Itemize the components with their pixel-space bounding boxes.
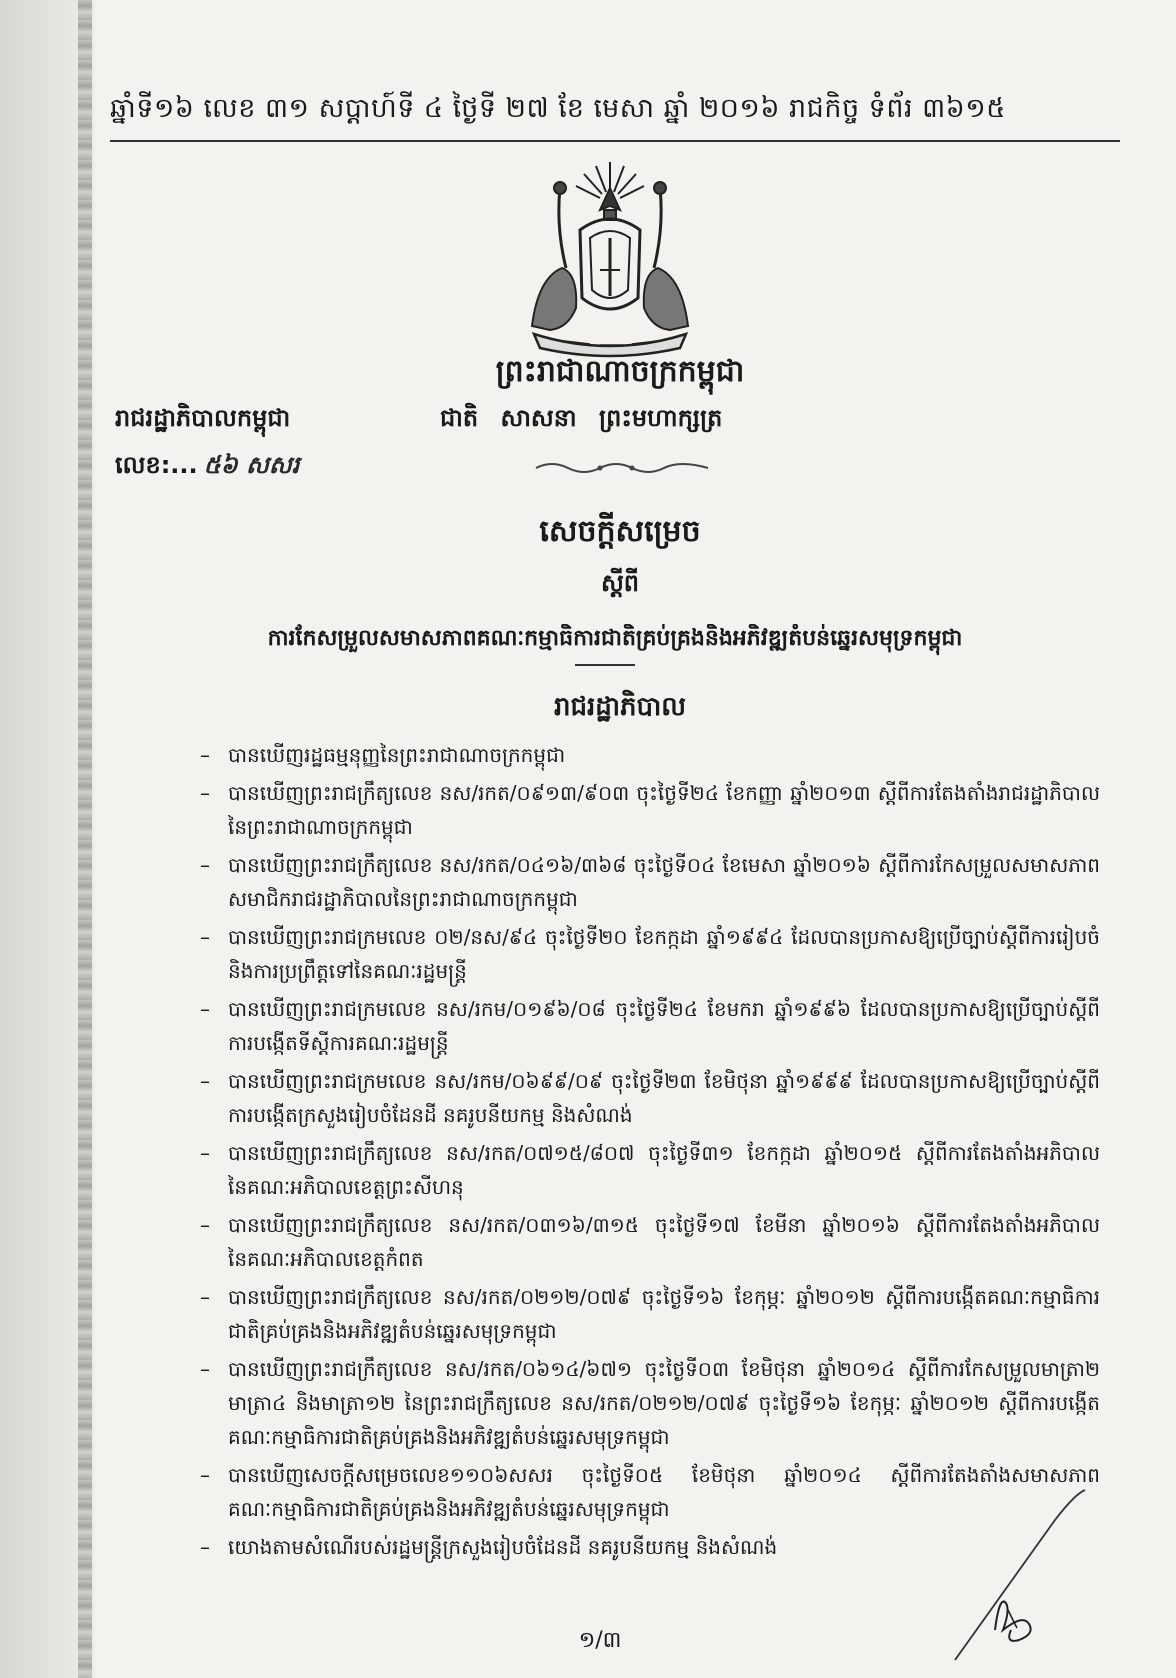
document-number-value: ៥៦ សសរ xyxy=(203,450,300,479)
regarding-label: ស្តីពី xyxy=(600,569,640,597)
list-item: – បានឃើញព្រះរាជក្រមលេខ ០២/នស/៩៤ ចុះថ្ងៃទី២០ ខែកក្កដា ឆ្នាំ១៩៩៤ ដែលបានប្រកាសឱ្យប្រើច្បាប់ស្តីពីការរៀបចំ និងការប្រព្រឹត្តទៅនៃគណៈរដ្ឋមន្ត្រី xyxy=(200,925,1100,983)
preamble-list xyxy=(200,738,1100,1568)
header-divider xyxy=(110,140,1120,142)
gazette-header: ឆ្នាំទី១៦ លេខ ៣១ សប្តាហ៍ទី ៤ ថ្ងៃទី ២៧ ខែ មេសា ឆ្នាំ ២០១៦ រាជកិច្ច ទំព័រ ៣៦១៥ xyxy=(110,93,1006,124)
document-number xyxy=(115,450,299,485)
list-item: – បានឃើញព្រះរាជក្រឹត្យលេខ នស/រកត/០៣១៦/៣១៥ ចុះថ្ងៃទី១៧ ខែមីនា ឆ្នាំ២០១៦ ស្តីពីការតែងតាំងអភិបាលនៃគណៈអភិបាលខេត្តកំពត xyxy=(200,1213,1100,1271)
list-item: – បានឃើញព្រះរាជក្រឹត្យលេខ នស/រកត/០៦១៤/៦៧១ ចុះថ្ងៃទី០៣ ខែមិថុនា ឆ្នាំ២០១៤ ស្តីពីការកែសម្រួលមាត្រា២ មាត្រា៤ និងមាត្រា១២ នៃព្រះរាជក្រឹត្យលេខ នស/រកត/០២១២/០៧៩ ចុះថ្ងៃទី១៦ ខែកុម្ភៈ ឆ្នាំ២០១២ ស្តីពីការបង្កើតគណៈកម្មាធិការជាតិគ្រប់គ្រងនិងអភិវឌ្ឍតំបន់ឆ្នេរសមុទ្រកម្ពុជា xyxy=(200,1357,1100,1449)
list-item: – បានឃើញរដ្ឋធម្មនុញ្ញនៃព្រះរាជាណាចក្រកម្ពុជា xyxy=(200,743,566,767)
kingdom-title: ព្រះរាជាណាចក្រកម្ពុជា xyxy=(495,354,745,389)
national-motto: ជាតិ សាសនា ព្រះមហាក្សត្រ xyxy=(440,404,723,432)
list-item: – យោងតាមសំណើរបស់រដ្ឋមន្ត្រីក្រសួងរៀបចំដែនដី នគរូបនីយកម្ម និងសំណង់ xyxy=(200,1535,778,1559)
list-item: – បានឃើញព្រះរាជក្រឹត្យលេខ នស/រកត/០៧១៥/៨០៧ ចុះថ្ងៃទី៣១ ខែកក្កដា ឆ្នាំ២០១៥ ស្តីពីការតែងតាំងអភិបាលនៃគណៈអភិបាលខេត្តព្រះសីហនុ xyxy=(200,1141,1100,1199)
list-item: – បានឃើញព្រះរាជក្រឹត្យលេខ នស/រកត/០៤១៦/៣៦៨ ចុះថ្ងៃទី០៤ ខែមេសា ឆ្នាំ២០១៦ ស្តីពីការកែសម្រួលសមាសភាពសមាជិករាជរដ្ឋាភិបាលនៃព្រះរាជាណាចក្រកម្ពុជា xyxy=(200,853,1100,911)
list-item: – បានឃើញសេចក្តីសម្រេចលេខ១១០៦សសរ ចុះថ្ងៃទី០៥ ខែមិថុនា ឆ្នាំ២០១៤ ស្តីពីការតែងតាំងសមាសភាពគណៈកម្មាធិការជាតិគ្រប់គ្រងនិងអភិវឌ្ឍតំបន់ឆ្នេរសមុទ្រកម្ពុជា xyxy=(200,1463,1100,1521)
ornament-divider-icon xyxy=(532,458,712,478)
list-item: – បានឃើញព្រះរាជក្រឹត្យលេខ នស/រកត/០២១២/០៧៩ ចុះថ្ងៃទី១៦ ខែកុម្ភៈ ឆ្នាំ២០១២ ស្តីពីការបង្កើតគណៈកម្មាធិការជាតិគ្រប់គ្រងនិងអភិវឌ្ឍតំបន់ឆ្នេរសមុទ្រកម្ពុជា xyxy=(200,1285,1100,1343)
list-item: – បានឃើញព្រះរាជក្រឹត្យលេខ នស/រកត/០៩១៣/៩០៣ ចុះថ្ងៃទី២៤ ខែកញ្ញា ឆ្នាំ២០១៣ ស្តីពីការតែងតាំងរាជរដ្ឋាភិបាលនៃព្រះរាជាណាចក្រកម្ពុជា xyxy=(200,781,1100,839)
issuer-title: រាជរដ្ឋាភិបាល xyxy=(553,692,687,722)
page-number: ១/៣ xyxy=(578,1628,622,1653)
list-item: – បានឃើញព្រះរាជក្រមលេខ នស/រកម/០១៩៦/០៨ ចុះថ្ងៃទី២៤ ខែមករា ឆ្នាំ១៩៩៦ ដែលបានប្រកាសឱ្យប្រើច្បាប់ស្តីពីការបង្កើតទីស្តីការគណៈរដ្ឋមន្ត្រី xyxy=(200,997,1100,1055)
document-number-label: លេខ:... xyxy=(115,451,198,479)
initial-signature-mark xyxy=(935,1480,1115,1670)
subject-divider xyxy=(575,664,635,666)
document-subject: ការកែសម្រួលសមាសភាពគណៈកម្មាធិការជាតិគ្រប់គ្រងនិងអភិវឌ្ឍតំបន់ឆ្នេរសមុទ្រកម្ពុជា xyxy=(267,626,963,651)
royal-coat-of-arms-emblem xyxy=(520,158,700,358)
list-item: – បានឃើញព្រះរាជក្រមលេខ នស/រកម/០៦៩៩/០៩ ចុះថ្ងៃទី២៣ ខែមិថុនា ឆ្នាំ១៩៩៩ ដែលបានប្រកាសឱ្យប្រើច្បាប់ស្តីពីការបង្កើតក្រសួងរៀបចំដែនដី នគរូបនីយកម្ម និងសំណង់ xyxy=(200,1069,1100,1127)
government-label: រាជរដ្ឋាភិបាលកម្ពុជា xyxy=(115,404,291,432)
document-type-title: សេចក្តីសម្រេច xyxy=(539,514,701,549)
